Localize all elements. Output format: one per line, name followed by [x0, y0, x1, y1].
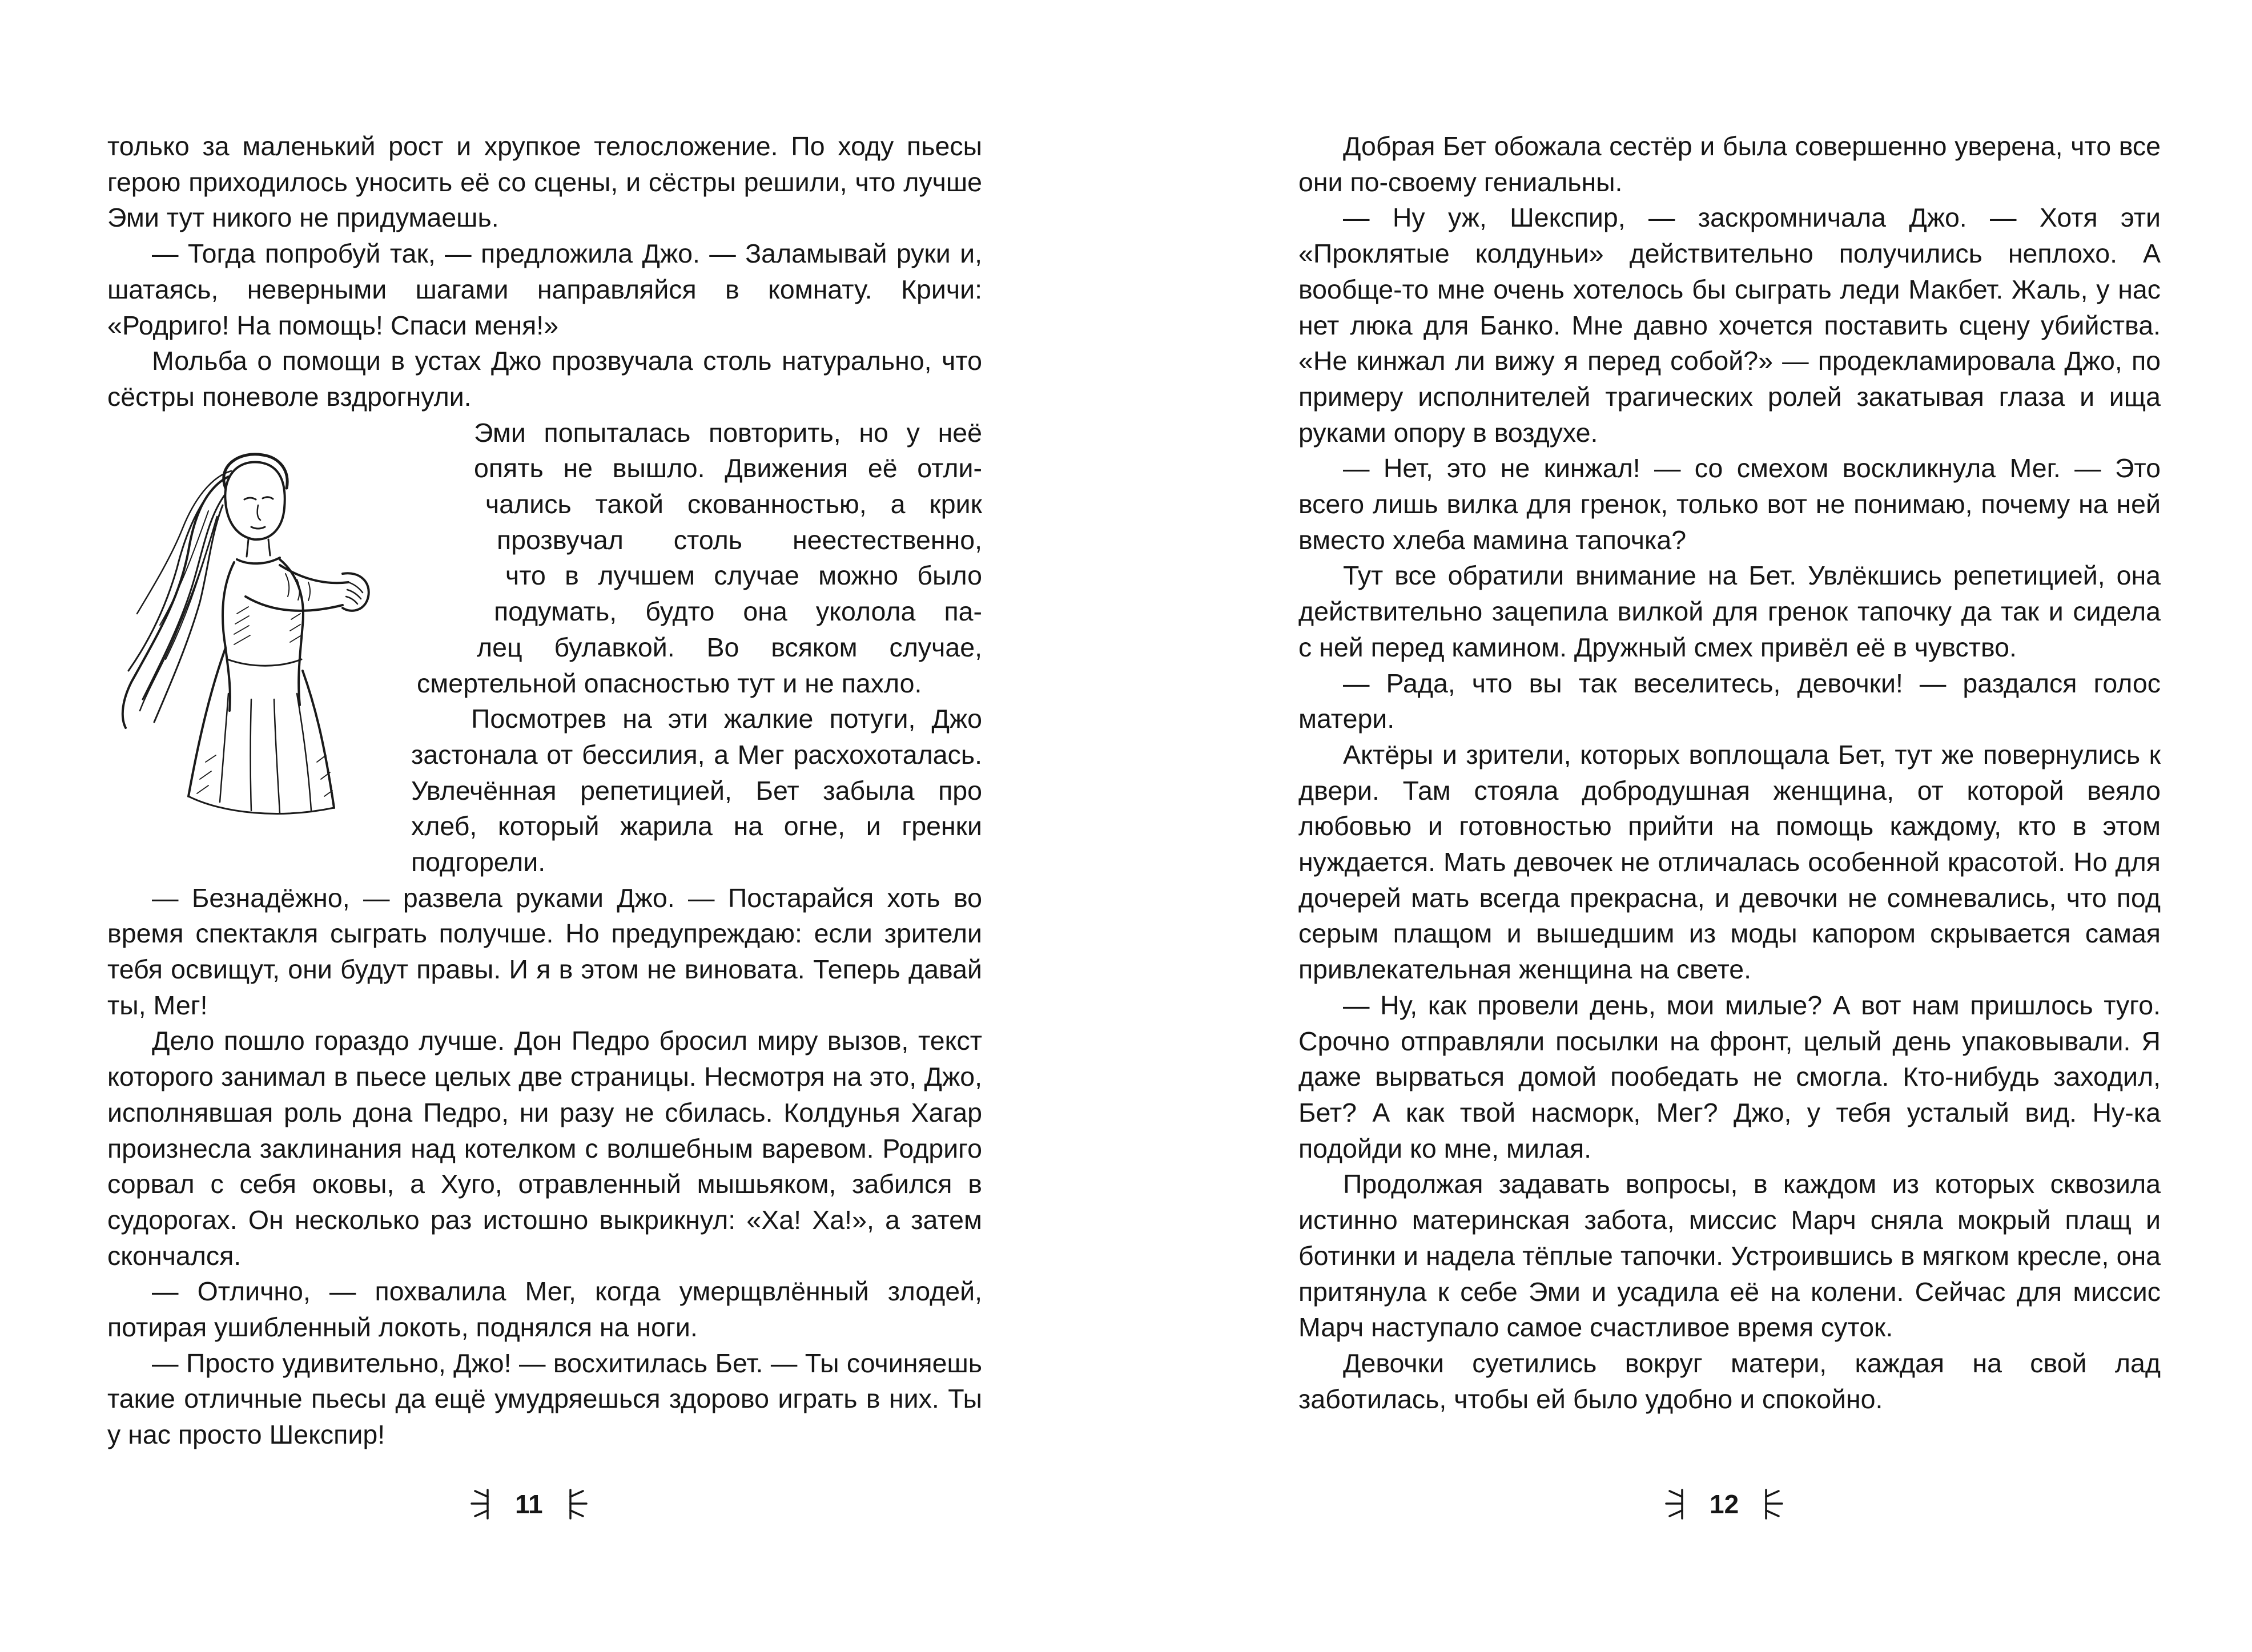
paragraph: Дело пошло гораздо лучше. Дон Педро бросил миру вызов, текст которого занимал в пьесе целых две страницы. Несмотря на это, Джо, исполнявшая роль дона Педро, ни разу не сбилась. Колдунья Хагар произнесла заклинания над котелком с волшебным варевом. Родриго сорвал с себя оковы, а Хуго, отравленный мышьяком, забился в судорогах. Он несколько раз истошно выкрикнул: «Ха! Ха!», а затем скончался.: [107, 1026, 982, 1271]
wrapped-line: подумать, будто она уколола па-: [494, 597, 982, 627]
paragraph: Девочки суетились вокруг матери, каждая на свой лад заботилась, чтобы ей было удобно и спокойно.: [1298, 1348, 2161, 1414]
paragraph: — Отлично, — похвалила Мег, когда умерщвлённый злодей, потирая ушибленный локоть, поднялся на ноги.: [107, 1276, 982, 1343]
wrapped-line: подгорели.: [411, 847, 546, 877]
right-ornament-icon: [564, 1486, 590, 1522]
page-number: 12: [1710, 1489, 1739, 1519]
left-page-number: [468, 1484, 590, 1524]
paragraph: Мольба о помощи в устах Джо прозвучала столь натурально, что сёстры поневоле вздрогнули.: [107, 346, 982, 412]
girl-illustration: [108, 442, 394, 842]
wrapped-line: Посмотрев на эти жалкие потуги, Джо: [471, 704, 982, 734]
wrapped-line: смертельной опасностью тут и не пахло.: [417, 668, 922, 698]
paragraph: — Нет, это не кинжал! — со смехом воскликнула Мег. — Это всего лишь вилка для гренок, только вот не понимаю, почему на ней вместо хлеба мамина тапочка?: [1298, 453, 2161, 555]
paragraph: Добрая Бет обожала сестёр и была совершенно уверена, что все они по-своему гениальны.: [1298, 131, 2161, 197]
paragraph: — Просто удивительно, Джо! — восхитилась Бет. — Ты сочиняешь такие отличные пьесы да ещё умудряешься здорово играть в них. Ты у нас просто Шекспир!: [107, 1348, 982, 1450]
paragraph: — Ну, как провели день, мои милые? А вот нам пришлось туго. Срочно отправляли посылки на фронт, целый день упаковывали. Я даже вырваться домой пообедать не смогла. Кто-нибудь заходил, Бет? А как твой насморк, Мег? Джо, у тебя усталый вид. Ну-ка подойди ко мне, милая.: [1298, 990, 2161, 1163]
wrapped-line: прозвучал столь неестественно,: [497, 525, 982, 555]
paragraph: только за маленький рост и хрупкое телосложение. По ходу пьесы герою приходилось уносить её со сцены, и сёстры решили, что лучше Эми тут никого не придумаешь.: [107, 131, 982, 233]
paragraph: — Безнадёжно, — развела руками Джо. — Постарайся хоть во время спектакля сыграть получше. Но предупреждаю: если зрители тебя освищут, они будут правы. И я в этом не виновата. Теперь давай ты, Мег!: [107, 883, 982, 1020]
right-page: [1126, 0, 2252, 1652]
right-page-number: [1663, 1484, 1785, 1524]
left-ornament-icon: [468, 1486, 494, 1522]
wrapped-line: чались такой скованностью, а крик: [485, 489, 982, 519]
wrapped-line: Эми попыталась повторить, но у неё: [474, 417, 982, 448]
left-ornament-icon: [1663, 1486, 1689, 1522]
wrapped-line: лец булавкой. Во всяком случае,: [477, 632, 982, 662]
wrapped-line: хлеб, который жарила на огне, и гренки: [411, 811, 982, 841]
right-ornament-icon: [1759, 1486, 1785, 1522]
paragraph: — Ну уж, Шекспир, — заскромничала Джо. — Хотя эти «Проклятые колдуньи» действительно получились неплохо. А вообще-то мне очень хотелось бы сыграть леди Макбет. Жаль, у нас нет люка для Банко. Мне давно хочется поставить сцену убийства. «Не кинжал ли вижу я перед собой?» — продекламировала Джо, по примеру исполнителей трагических ролей закатывая глаза и ища руками опору в воздухе.: [1298, 203, 2161, 448]
wrapped-line: Увлечённая репетицией, Бет забыла про: [411, 775, 982, 805]
wrapped-line: опять не вышло. Движения её отли-: [474, 453, 982, 483]
wrapped-line: застонала от бессилия, а Мег расхохоталась.: [411, 739, 982, 769]
paragraph: — Рада, что вы так веселитесь, девочки! — раздался голос матери.: [1298, 668, 2161, 734]
paragraph: Продолжая задавать вопросы, в каждом из которых сквозила истинно материнская забота, миссис Марч сняла мокрый плащ и ботинки и надела тёплые тапочки. Устроившись в мягком кресле, она притянула к себе Эми и усадила её на колени. Сейчас для миссис Марч наступало самое счастливое время суток.: [1298, 1169, 2161, 1343]
wrapped-line: что в лучшем случае можно было: [505, 561, 982, 591]
paragraph: Тут все обратили внимание на Бет. Увлёкшись репетицией, она действительно зацепила вилкой для гренок тапочку да так и сидела с ней перед камином. Дружный смех привёл её в чувство.: [1298, 561, 2161, 662]
paragraph: Актёры и зрители, которых воплощала Бет, тут же повернулись к двери. Там стояла добродушная женщина, от которой веяло любовью и готовностью прийти на помощь каждому, кто в этом нуждается. Мать девочек не отличалась особенной красотой. Но для дочерей мать всегда прекрасна, и девочки не сомневались, что под серым плащом и вышедшим из моды капором скрывается самая привлекательная женщина на свете.: [1298, 739, 2161, 985]
paragraph: — Тогда попробуй так, — предложила Джо. — Заламывай руки и, шатаясь, неверными шагами направляйся в комнату. Кричи: «Родриго! На помощь! Спаси меня!»: [107, 239, 982, 340]
right-text-column: [1298, 128, 2161, 1417]
page-number: 11: [515, 1489, 543, 1519]
